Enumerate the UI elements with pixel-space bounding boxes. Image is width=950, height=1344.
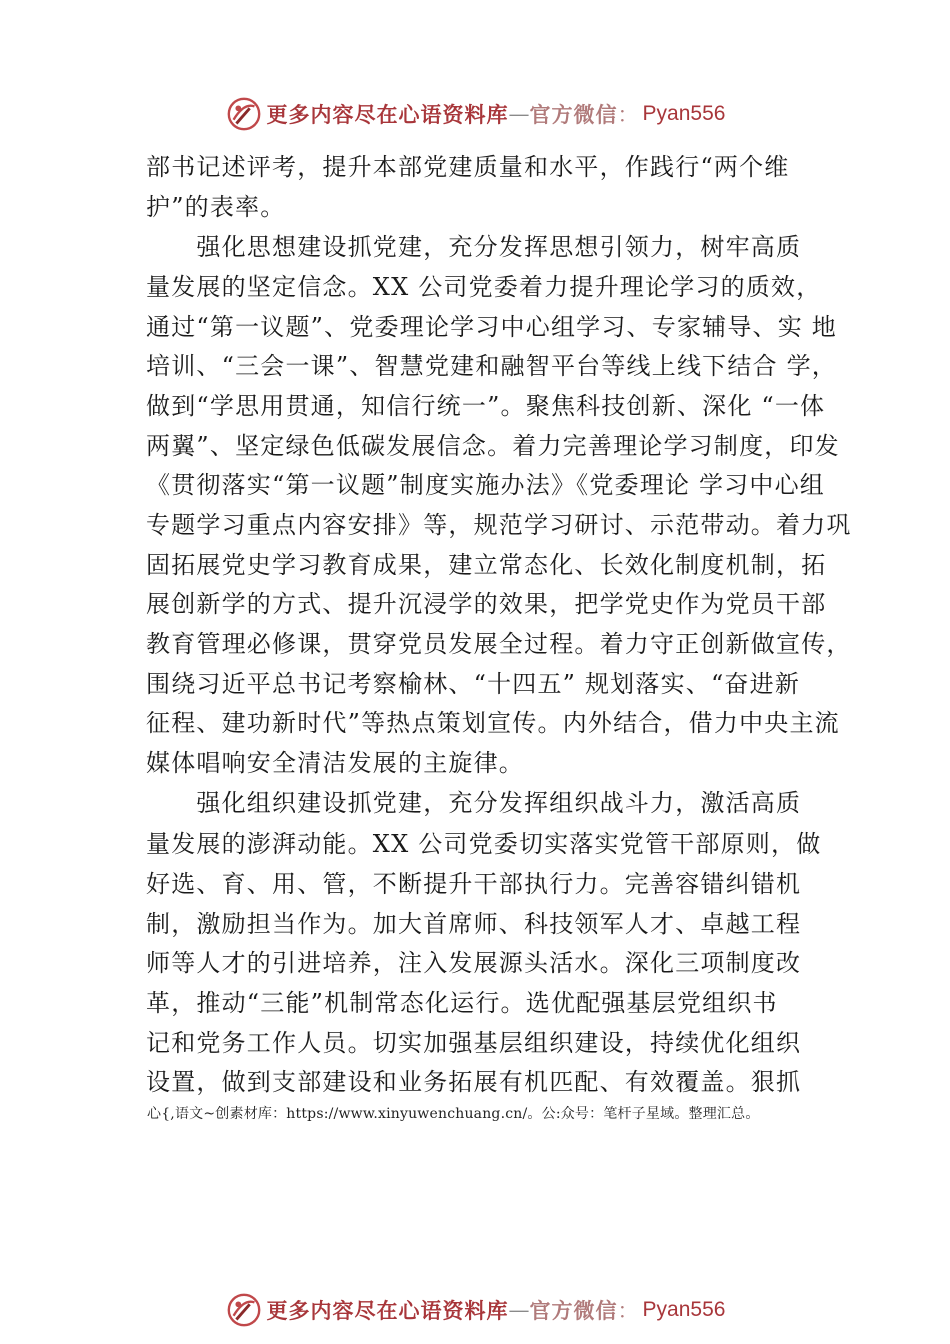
- text-line: 围绕习近平总书记考察榆林、“十四五” 规划落实、“奋进新: [146, 670, 801, 698]
- watermark-wechat-id: Pyan556: [642, 102, 726, 125]
- text-line: 展创新学的方式、提升沉浸学的效果，把学党史作为党员干部: [146, 590, 827, 618]
- text-line: 《贯彻落实“第一议题”制度实施办法》《党委理论 学习中心组: [146, 471, 825, 499]
- text-line: 做到“学思用贯通，知信行统一”。聚焦科技创新、深化 “一体: [146, 392, 826, 420]
- watermark-main-text: 更多内容尽在心语资料库: [266, 102, 509, 127]
- text-line: 通过“第一议题”、党委理论学习中心组学习、专家辅导、实 地: [146, 313, 837, 341]
- text-line: 专题学习重点内容安排》等，规范学习研讨、示范带动。着力巩: [146, 511, 852, 539]
- source-note: 心{,语文~创素材库：https://www.xinyuwenchuang.cn/。公:众号：笔杆子星域。整理汇总。: [147, 1106, 760, 1122]
- text-line: 革，推动“三能”机制常态化运行。选优配强基层党组织书: [146, 989, 778, 1017]
- text-line: 固拓展党史学习教育成果，建立常态化、长效化制度机制，拓: [146, 551, 827, 579]
- footer-watermark: [0, 1288, 950, 1332]
- text-line: 好选、育、用、管，不断提升干部执行力。完善容错纠错机: [146, 870, 802, 898]
- watermark-colon: ：: [617, 1299, 639, 1323]
- logo-icon: [225, 1291, 263, 1329]
- text-line: 征程、建功新时代”等热点策划宣传。内外结合，借力中央主流: [146, 709, 840, 737]
- text-line: 部书记述评考，提升本部党建质量和水平，作践行“两个维: [146, 153, 790, 181]
- watermark-official-label: 官方微信: [529, 102, 618, 127]
- text-line: 两翼”、坚定绿色低碳发展信念。着力完善理论学习制度，印发: [146, 432, 840, 460]
- watermark-wechat-id: Pyan556: [642, 1298, 726, 1321]
- header-watermark: [0, 92, 950, 136]
- watermark-separator: —: [508, 1298, 530, 1322]
- text-line: 教育管理必修课，贯穿党员发展全过程。着力守正创新做宣传，: [146, 630, 852, 658]
- watermark-main-text: 更多内容尽在心语资料库: [266, 1298, 509, 1323]
- text-line: 培训、“三会一课”、智慧党建和融智平台等线上线下结合 学，: [146, 352, 837, 380]
- logo-icon: [225, 95, 263, 133]
- watermark-colon: ：: [617, 103, 639, 127]
- text-line: 记和党务工作人员。切实加强基层组织建设，持续优化组织: [146, 1029, 802, 1057]
- text-line: 量发展的坚定信念。XX 公司党委着力提升理论学习的质效，: [146, 273, 822, 301]
- text-line: 师等人才的引进培养，注入发展源头活水。深化三项制度改: [146, 949, 802, 977]
- text-line: 量发展的澎湃动能。XX 公司党委切实落实党管干部原则，做: [146, 830, 822, 858]
- text-line: 护”的表率。: [146, 193, 286, 221]
- text-line: 强化思想建设抓党建，充分发挥思想引领力，树牢高质: [146, 233, 802, 261]
- watermark-official-label: 官方微信: [529, 1298, 618, 1323]
- text-line: 设置，做到支部建设和业务拓展有机匹配、有效覆盖。狠抓: [146, 1068, 802, 1096]
- text-line: 制，激励担当作为。加大首席师、科技领军人才、卓越工程: [146, 910, 802, 938]
- watermark-separator: —: [508, 102, 530, 126]
- text-line: 强化组织建设抓党建，充分发挥组织战斗力，激活高质: [146, 789, 802, 817]
- text-line: 媒体唱响安全清洁发展的主旋律。: [146, 749, 524, 777]
